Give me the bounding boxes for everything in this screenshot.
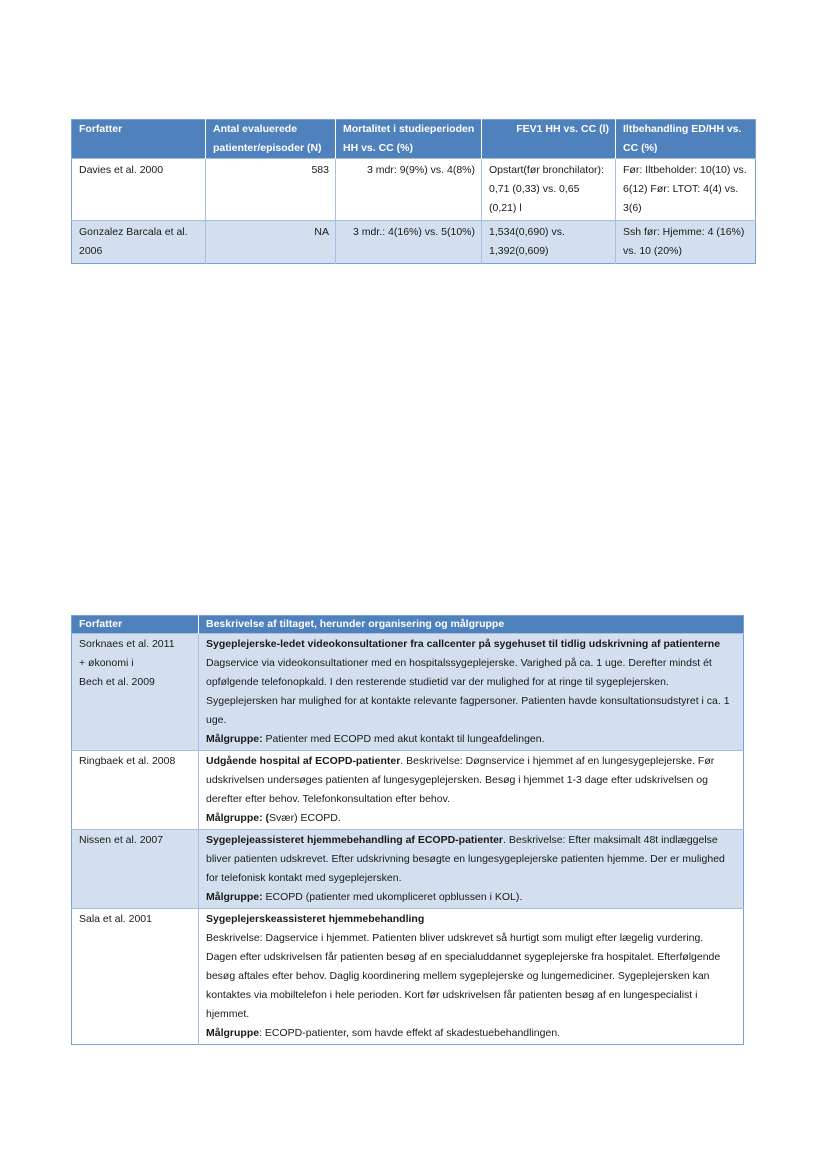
header-author: Forfatter [72,616,199,634]
author-line: Nissen et al. 2007 [79,834,164,846]
target-label: Målgruppe: [206,891,263,903]
intervention-title-suffix: . Beskrivelse: Døgnservice i hjemmet af en lungesygeplejerske. Før udskrivelsen undersøges patienten af lungesygeplejersken. Besøg i hjemmet 1-3 dage efter udskrivelsen og derefter efter behov. Telefonkonsultation efter behov. [206,755,715,805]
intervention-title: Udgående hospital af ECOPD-patienter [206,755,401,767]
intervention-title: Sygeplejeassisteret hjemmebehandling af ECOPD-patienter [206,834,504,846]
intervention-description: Beskrivelse: Dagservice i hjemmet. Patienten bliver udskrevet så hurtigt som muligt efter lægelig vurdering. Dagen efter udskrivelsen får patienten besøg af en specialuddannet sygeplejerske fra hospitalet. Efterfølgende besøg aftales efter behov. Daglig koordinering mellem sygeplejerske og lungemediciner. Sygeplejersken kan kontaktes via mobiltelefon i hele perioden. Kort før udskrivelsen får patienten besøg af en lungespecialist i hjemmet. [206,932,721,1020]
outcomes-header-row [72,120,756,159]
target-label: Målgruppe: ( [206,812,269,824]
table-row [72,830,744,909]
cell-n: 583 [206,159,336,221]
header-author: Forfatter [72,120,206,159]
cell-description [199,830,744,909]
author-line: Ringbaek et al. 2008 [79,755,176,767]
cell-author: Gonzalez Barcala et al. 2006 [72,221,206,264]
header-n: Antal evaluerede patienter/episoder (N) [206,120,336,159]
intervention-title-suffix: . Beskrivelse: Efter maksimalt 48t indlæggelse bliver patienten udskrevet. Efter udskrivning besøgte en lungesygeplejerske patienten hjemme. Der er mulighed for telefonisk kontakt med sygeplejersken. [206,834,725,884]
intervention-title: Sygeplejerskeassisteret hjemmebehandling [206,913,425,925]
author-line: Sorknaes et al. 2011 [79,638,175,650]
cell-description [199,634,744,751]
cell-author: Davies et al. 2000 [72,159,206,221]
table-row [72,634,744,751]
header-oxygen: Iltbehandling ED/HH vs. CC (%) [616,120,756,159]
cell-n: NA [206,221,336,264]
target-text: : ECOPD-patienter, som havde effekt af skadestuebehandlingen. [259,1027,561,1039]
cell-author [72,634,199,751]
table-row [72,221,756,264]
header-fev1: FEV1 HH vs. CC (l) [482,120,616,159]
cell-mortality: 3 mdr.: 4(16%) vs. 5(10%) [336,221,482,264]
intervention-title: Sygeplejerske-ledet videokonsultationer fra callcenter på sygehuset til tidlig udskrivning af patienterne [206,638,721,650]
target-text: Svær) ECOPD. [269,812,341,824]
cell-description [199,909,744,1045]
cell-description [199,751,744,830]
target-label: Målgruppe: [206,733,263,745]
table-row [72,159,756,221]
cell-author [72,751,199,830]
target-text: Patienter med ECOPD med akut kontakt til lungeafdelingen. [262,733,545,745]
target-text: ECOPD (patienter med ukompliceret opblussen i KOL). [262,891,523,903]
table-row [72,909,744,1045]
author-line: Bech et al. 2009 [79,676,155,688]
table-row [72,751,744,830]
intervention-description: Dagservice via videokonsultationer med en hospitalssygeplejerske. Varighed på ca. 1 uge. Derefter mindst ét opfølgende telefonopkald. I den resterende studietid var der mulighed for at ringe til sygeplejersken. Sygeplejersken har mulighed for at kontakte relevante fagpersoner. Patienten havde konsultationsudstyret i ca. 1 uge. [206,657,730,726]
cell-author [72,909,199,1045]
cell-author [72,830,199,909]
cell-mortality: 3 mdr: 9(9%) vs. 4(8%) [336,159,482,221]
header-description: Beskrivelse af tiltaget, herunder organisering og målgruppe [199,616,744,634]
header-mortality: Mortalitet i studieperioden HH vs. CC (%) [336,120,482,159]
interventions-table [71,615,744,1045]
target-label: Målgruppe [206,1027,260,1039]
author-line: Sala et al. 2001 [79,913,152,925]
cell-fev1: 1,534(0,690) vs. 1,392(0,609) [482,221,616,264]
outcomes-table [71,119,756,264]
interventions-header-row [72,616,744,634]
cell-fev1: Opstart(før bronchilator): 0,71 (0,33) vs. 0,65 (0,21) l [482,159,616,221]
cell-oxygen: Før: Iltbeholder: 10(10) vs. 6(12) Før: LTOT: 4(4) vs. 3(6) [616,159,756,221]
author-line: + økonomi i [79,657,134,669]
cell-oxygen: Ssh før: Hjemme: 4 (16%) vs. 10 (20%) [616,221,756,264]
